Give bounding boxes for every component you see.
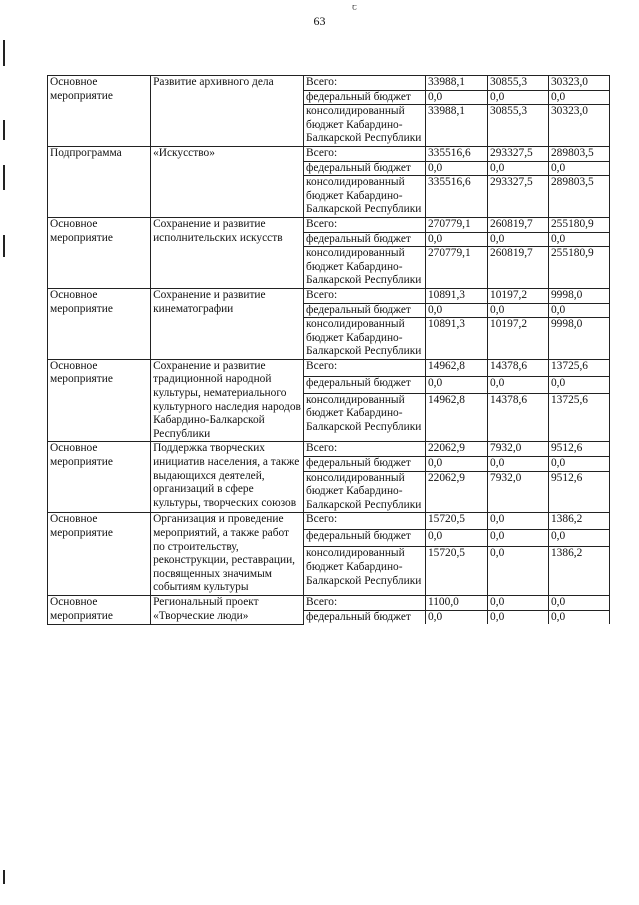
amount-cell: 0,0 (425, 303, 487, 318)
amount-cell: 0,0 (548, 595, 609, 610)
funding-source-cell: федеральный бюджет (304, 457, 426, 472)
table-row (48, 76, 610, 91)
scan-margin-mark (3, 40, 5, 66)
amount-cell: 0,0 (488, 376, 549, 393)
funding-source-cell: Всего: (304, 359, 426, 376)
funding-source-cell: федеральный бюджет (304, 90, 426, 105)
funding-source-cell: Всего: (304, 595, 426, 610)
amount-cell: 0,0 (548, 232, 609, 247)
amount-cell: 260819,7 (488, 247, 549, 289)
row-type-cell: Основное мероприятие (48, 513, 151, 596)
scan-artifact-mark: ꞇ (352, 2, 358, 12)
funding-source-cell: федеральный бюджет (304, 161, 426, 176)
row-name-cell: Региональный проект «Творческие люди» (151, 595, 304, 624)
budget-table-body (48, 76, 610, 625)
row-name-cell: Организация и проведение мероприятий, а также работ по строительству, реконструкции, реставрации, посвященных значимым событиям культуры (151, 513, 304, 596)
funding-source-cell: Всего: (304, 217, 426, 232)
amount-cell: 0,0 (488, 530, 549, 547)
table-row (48, 595, 610, 610)
funding-source-cell: консолидированный бюджет Кабардино-Балкарской Республики (304, 105, 426, 147)
row-type-cell: Основное мероприятие (48, 76, 151, 147)
amount-cell: 0,0 (488, 610, 549, 624)
amount-cell: 30323,0 (548, 105, 609, 147)
amount-cell: 0,0 (425, 161, 487, 176)
funding-source-cell: федеральный бюджет (304, 610, 426, 624)
row-name-cell: «Искусство» (151, 146, 304, 217)
amount-cell: 0,0 (548, 530, 609, 547)
amount-cell: 14378,6 (488, 359, 549, 376)
amount-cell: 0,0 (488, 513, 549, 530)
page-number: 63 (313, 14, 326, 28)
amount-cell: 22062,9 (425, 442, 487, 457)
amount-cell: 335516,6 (425, 176, 487, 218)
funding-source-cell: федеральный бюджет (304, 232, 426, 247)
funding-source-cell: Всего: (304, 442, 426, 457)
funding-source-cell: консолидированный бюджет Кабардино-Балкарской Республики (304, 393, 426, 442)
amount-cell: 260819,7 (488, 217, 549, 232)
amount-cell: 33988,1 (425, 76, 487, 91)
amount-cell: 30323,0 (548, 76, 609, 91)
amount-cell: 30855,3 (488, 76, 549, 91)
scan-margin-mark (3, 235, 5, 257)
table-row (48, 513, 610, 530)
amount-cell: 0,0 (488, 595, 549, 610)
row-type-cell: Основное мероприятие (48, 442, 151, 513)
budget-table (47, 75, 610, 625)
amount-cell: 0,0 (425, 457, 487, 472)
amount-cell: 0,0 (425, 610, 487, 624)
amount-cell: 0,0 (548, 457, 609, 472)
funding-source-cell: Всего: (304, 288, 426, 303)
row-type-cell: Основное мероприятие (48, 359, 151, 442)
table-row (48, 288, 610, 303)
amount-cell: 0,0 (488, 303, 549, 318)
row-name-cell: Развитие архивного дела (151, 76, 304, 147)
amount-cell: 14378,6 (488, 393, 549, 442)
row-type-cell: Основное мероприятие (48, 288, 151, 359)
amount-cell: 30855,3 (488, 105, 549, 147)
amount-cell: 10891,3 (425, 318, 487, 360)
funding-source-cell: федеральный бюджет (304, 303, 426, 318)
amount-cell: 7932,0 (488, 471, 549, 513)
amount-cell: 15720,5 (425, 547, 487, 596)
amount-cell: 9998,0 (548, 288, 609, 303)
amount-cell: 289803,5 (548, 176, 609, 218)
amount-cell: 270779,1 (425, 217, 487, 232)
amount-cell: 9512,6 (548, 471, 609, 513)
amount-cell: 293327,5 (488, 146, 549, 161)
amount-cell: 335516,6 (425, 146, 487, 161)
amount-cell: 0,0 (548, 161, 609, 176)
amount-cell: 13725,6 (548, 359, 609, 376)
amount-cell: 1386,2 (548, 547, 609, 596)
scan-margin-mark (3, 870, 5, 884)
scan-margin-mark (3, 165, 5, 190)
funding-source-cell: консолидированный бюджет Кабардино-Балкарской Республики (304, 247, 426, 289)
row-name-cell: Сохранение и развитие исполнительских искусств (151, 217, 304, 288)
amount-cell: 22062,9 (425, 471, 487, 513)
table-row (48, 359, 610, 376)
amount-cell: 10891,3 (425, 288, 487, 303)
amount-cell: 289803,5 (548, 146, 609, 161)
amount-cell: 0,0 (488, 232, 549, 247)
amount-cell: 0,0 (548, 303, 609, 318)
row-name-cell: Сохранение и развитие кинематографии (151, 288, 304, 359)
amount-cell: 0,0 (548, 610, 609, 624)
amount-cell: 0,0 (488, 547, 549, 596)
funding-source-cell: консолидированный бюджет Кабардино-Балкарской Республики (304, 176, 426, 218)
amount-cell: 293327,5 (488, 176, 549, 218)
row-name-cell: Поддержка творческих инициатив населения, а также выдающихся деятелей, организаций в сфере культуры, творческих союзов (151, 442, 304, 513)
funding-source-cell: Всего: (304, 513, 426, 530)
amount-cell: 14962,8 (425, 359, 487, 376)
amount-cell: 0,0 (425, 530, 487, 547)
amount-cell: 0,0 (425, 232, 487, 247)
amount-cell: 10197,2 (488, 318, 549, 360)
table-row (48, 442, 610, 457)
amount-cell: 255180,9 (548, 217, 609, 232)
amount-cell: 7932,0 (488, 442, 549, 457)
funding-source-cell: федеральный бюджет (304, 376, 426, 393)
amount-cell: 0,0 (425, 90, 487, 105)
funding-source-cell: консолидированный бюджет Кабардино-Балкарской Республики (304, 318, 426, 360)
amount-cell: 14962,8 (425, 393, 487, 442)
amount-cell: 33988,1 (425, 105, 487, 147)
row-type-cell: Основное мероприятие (48, 217, 151, 288)
amount-cell: 1100,0 (425, 595, 487, 610)
row-name-cell: Сохранение и развитие традиционной народной культуры, нематериального культурного наследия народов Кабардино-Балкарской Республики (151, 359, 304, 442)
amount-cell: 10197,2 (488, 288, 549, 303)
amount-cell: 15720,5 (425, 513, 487, 530)
funding-source-cell: Всего: (304, 146, 426, 161)
amount-cell: 9998,0 (548, 318, 609, 360)
amount-cell: 255180,9 (548, 247, 609, 289)
row-type-cell: Основное мероприятие (48, 595, 151, 624)
amount-cell: 0,0 (425, 376, 487, 393)
scan-margin-mark (3, 120, 5, 140)
funding-source-cell: федеральный бюджет (304, 530, 426, 547)
funding-source-cell: консолидированный бюджет Кабардино-Балкарской Республики (304, 547, 426, 596)
funding-source-cell: консолидированный бюджет Кабардино-Балкарской Республики (304, 471, 426, 513)
funding-source-cell: Всего: (304, 76, 426, 91)
amount-cell: 0,0 (548, 376, 609, 393)
amount-cell: 0,0 (488, 161, 549, 176)
amount-cell: 0,0 (488, 90, 549, 105)
amount-cell: 0,0 (488, 457, 549, 472)
amount-cell: 1386,2 (548, 513, 609, 530)
table-row (48, 217, 610, 232)
amount-cell: 9512,6 (548, 442, 609, 457)
amount-cell: 13725,6 (548, 393, 609, 442)
amount-cell: 270779,1 (425, 247, 487, 289)
amount-cell: 0,0 (548, 90, 609, 105)
table-row (48, 146, 610, 161)
row-type-cell: Подпрограмма (48, 146, 151, 217)
